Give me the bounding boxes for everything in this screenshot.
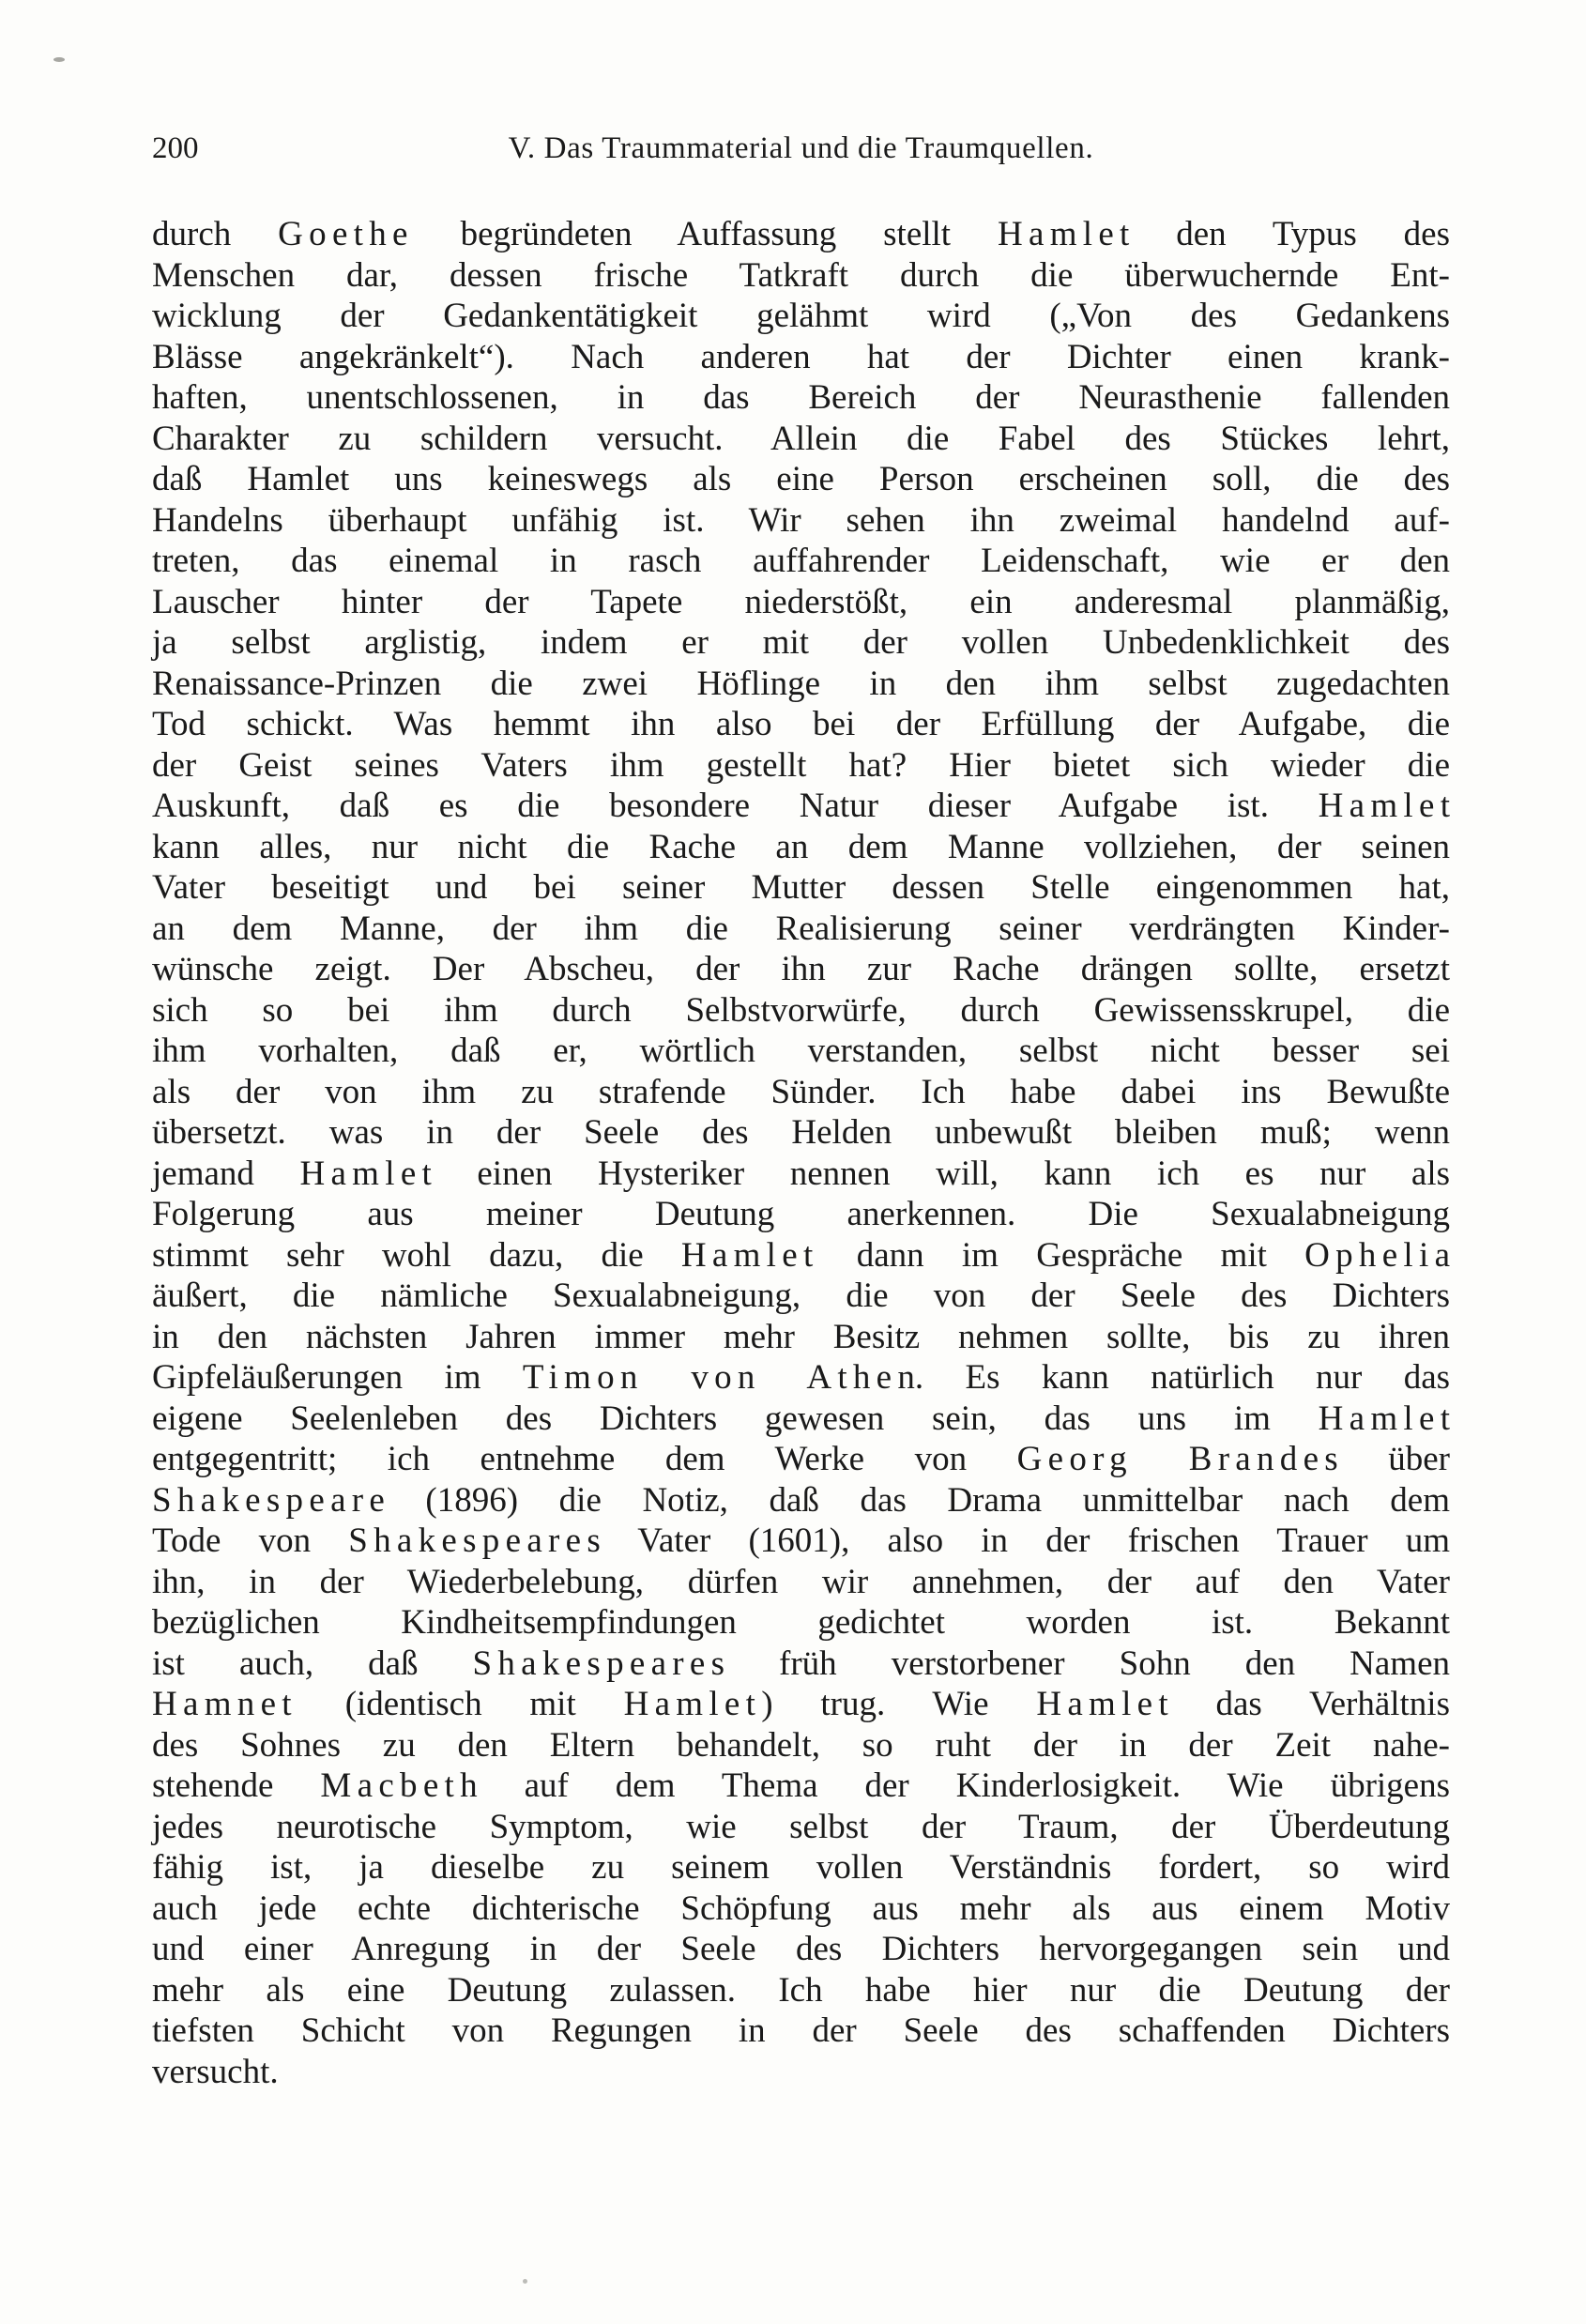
text-line: treten, das einemal in rasch auffahrender Leidenschaft, wie er den [152,542,1450,580]
text-line: übersetzt. was in der Seele des Helden unbewußt bleiben muß; wenn [152,1113,1450,1152]
text-line: versucht. [152,2052,279,2091]
letterspaced-name: Shakespeares [472,1644,731,1683]
text-line: Hamnet (identisch mit Hamlet) trug. Wie Hamlet das Verhältnis [152,1685,1450,1723]
text-line: und einer Anregung in der Seele des Dichters hervorgegangen sein und [152,1930,1450,1968]
text-line: Renaissance-Prinzen die zwei Höflinge in den ihm selbst zugedachten [152,664,1450,703]
text-line: wicklung der Gedankentätigkeit gelähmt wird („Von des Gedankens [152,297,1450,335]
letterspaced-name: Shakespeare [152,1480,391,1520]
text-line: ihm vorhalten, daß er, wörtlich verstanden, selbst nicht besser sei [152,1032,1450,1070]
text-line: Gipfeläußerungen im Timon von Athen. Es kann natürlich nur das [152,1358,1451,1397]
text-line: als der von ihm zu strafende Sünder. Ich habe dabei ins Bewußte [152,1072,1450,1111]
text-line: Charakter zu schildern versucht. Allein die Fabel des Stückes lehrt, [152,419,1450,458]
letterspaced-name: Georg Brandes [1016,1440,1344,1478]
text-line: entgegentritt; ich entnehme dem Werke von Georg Brandes über [152,1440,1450,1478]
text-line: Folgerung aus meiner Deutung anerkennen. Die Sexualabneigung [152,1195,1450,1233]
letterspaced-name: Hamlet [997,215,1136,253]
text-line: Auskunft, daß es die besondere Natur dieser Aufgabe ist. Hamlet [152,787,1456,825]
text-line: sich so bei ihm durch Selbstvorwürfe, durch Gewissensskrupel, die [152,990,1450,1030]
body-text [152,214,1456,2092]
text-line: durch Goethe begründeten Auffassung stellt Hamlet den Typus des [152,215,1450,253]
text-line: Tod schickt. Was hemmt ihn also bei der Erfüllung der Aufgabe, die [152,705,1450,743]
text-line: Tode von Shakespeares Vater (1601), also in der frischen Trauer um [152,1521,1450,1560]
running-head: V. Das Traummaterial und die Traumquellen. [508,131,1094,165]
text-line: wünsche zeigt. Der Abscheu, der ihn zur Rache drängen sollte, ersetzt [152,950,1450,988]
letterspaced-name: Hamlet [299,1154,438,1193]
text-line: in den nächsten Jahren immer mehr Besitz nehmen sollte, bis zu ihren [152,1317,1450,1356]
text-line: äußert, die nämliche Sexualabneigung, die von der Seele des Dichters [152,1277,1450,1315]
letterspaced-name: Timon von Athen [522,1358,922,1397]
page-number: 200 [152,131,199,165]
text-line: tiefsten Schicht von Regungen in der Seele des schaffenden Dichters [152,2011,1450,2050]
letterspaced-name: Macbeth [320,1766,483,1805]
text-line: auch jede echte dichterische Schöpfung aus mehr als aus einem Motiv [152,1888,1450,1928]
letterspaced-name: Hamlet [1318,1399,1456,1438]
letterspaced-name: Hamlet [623,1685,762,1723]
letterspaced-name: Hamnet [152,1685,297,1723]
text-line: stehende Macbeth auf dem Thema der Kinderlosigkeit. Wie übrigens [152,1766,1450,1805]
text-line: ja selbst arglistig, indem er mit der vollen Unbedenklichkeit des [152,623,1450,662]
scan-artifact [523,2279,527,2284]
text-line: eigene Seelenleben des Dichters gewesen sein, das uns im Hamlet [152,1399,1456,1438]
text-line: Handelns überhaupt unfähig ist. Wir sehen ihn zweimal handelnd auf- [152,500,1450,540]
text-line: Lauscher hinter der Tapete niederstößt, ein anderesmal planmäßig, [152,582,1450,621]
text-line: Blässe angekränkelt“). Nach anderen hat der Dichter einen krank- [152,337,1450,376]
text-line: bezüglichen Kindheitsempfindungen gedichtet worden ist. Bekannt [152,1603,1450,1642]
scan-artifact [53,57,65,62]
text-line: ist auch, daß Shakespeares früh verstorbener Sohn den Namen [152,1644,1450,1683]
text-line: mehr als eine Deutung zulassen. Ich habe hier nur die Deutung der [152,1970,1450,2010]
text-line: Menschen dar, dessen frische Tatkraft durch die überwuchernde Ent- [152,255,1450,295]
text-line: jemand Hamlet einen Hysteriker nennen will, kann ich es nur als [152,1154,1450,1193]
text-line: an dem Manne, der ihm die Realisierung seiner verdrängten Kinder- [152,909,1450,948]
text-line: der Geist seines Vaters ihm gestellt hat? Hier bietet sich wieder die [152,745,1450,785]
text-line: Shakespeare (1896) die Notiz, daß das Drama unmittelbar nach dem [152,1480,1450,1520]
text-line: Vater beseitigt und bei seiner Mutter dessen Stelle eingenommen hat, [152,868,1450,907]
letterspaced-name: Goethe [278,215,414,253]
letterspaced-name: Shakespeares [348,1521,607,1560]
letterspaced-name: Hamlet [1318,787,1456,825]
text-line: ihn, in der Wiederbelebung, dürfen wir annehmen, der auf den Vater [152,1562,1450,1601]
text-line: kann alles, nur nicht die Rache an dem Manne vollziehen, der seinen [152,827,1450,866]
page-header [152,128,1450,171]
text-line: fähig ist, ja dieselbe zu seinem vollen Verständnis fordert, so wird [152,1848,1450,1887]
text-line: jedes neurotische Symptom, wie selbst der Traum, der Überdeutung [152,1807,1450,1846]
text-line: haften, unentschlossenen, in das Bereich der Neurasthenie fallenden [152,378,1450,417]
letterspaced-name: Ophelia [1304,1235,1456,1275]
letterspaced-name: Hamlet [1036,1685,1174,1723]
letterspaced-name: Hamlet [680,1235,819,1275]
text-line: stimmt sehr wohl dazu, die Hamlet dann im Gespräche mit Ophelia [152,1235,1456,1275]
text-line: des Sohnes zu den Eltern behandelt, so ruht der in der Zeit nahe- [152,1725,1450,1765]
text-line: daß Hamlet uns keineswegs als eine Person erscheinen soll, die des [152,460,1450,498]
